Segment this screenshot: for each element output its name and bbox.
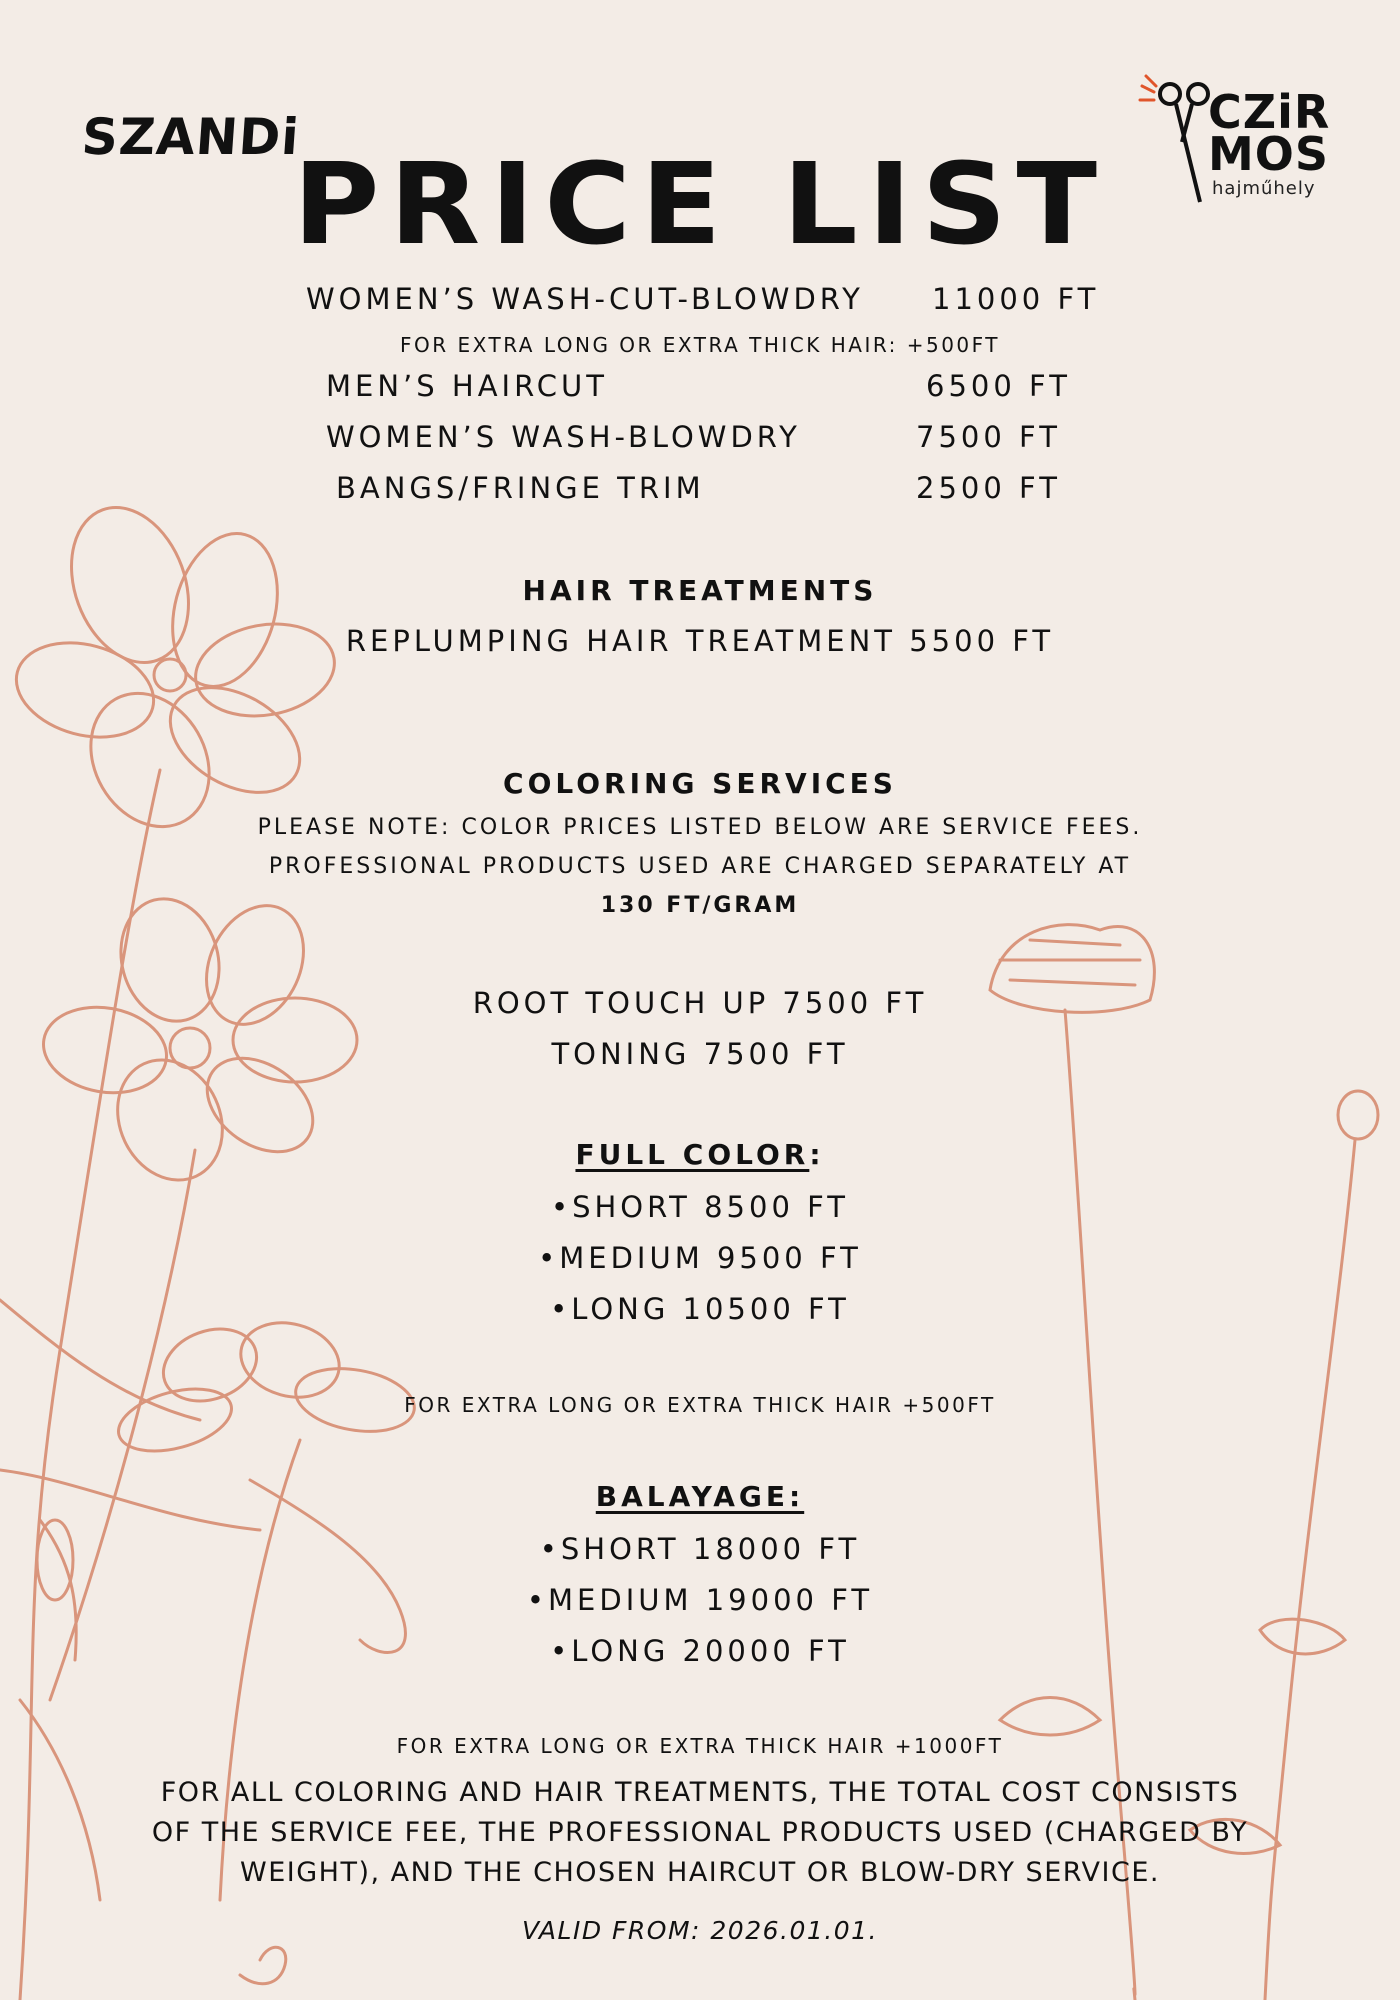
final-note-line1: FOR ALL COLORING AND HAIR TREATMENTS, THE TOTAL COST CONSISTS <box>160 1777 1240 1808</box>
full-color-heading-text: FULL COLOR <box>575 1138 810 1171</box>
service-name: BANGS/FRINGE TRIM <box>336 471 705 505</box>
section-heading-balayage: BALAYAGE: <box>595 1480 805 1513</box>
final-note-line3: WEIGHT), AND THE CHOSEN HAIRCUT OR BLOW-DRY SERVICE. <box>240 1857 1160 1888</box>
balayage-extra-note: FOR EXTRA LONG OR EXTRA THICK HAIR +1000FT <box>396 1734 1004 1758</box>
service-price: 7500 FT <box>916 420 1061 454</box>
full-color-item: •MEDIUM 9500 FT <box>538 1241 862 1275</box>
service-price: 11000 FT <box>932 282 1100 316</box>
page-title: PRICE LIST <box>292 138 1108 270</box>
section-heading-coloring: COLORING SERVICES <box>503 767 897 800</box>
service-name: MEN’S HAIRCUT <box>326 369 608 403</box>
final-note-line2: OF THE SERVICE FEE, THE PROFESSIONAL PRODUCTS USED (CHARGED BY <box>151 1817 1249 1848</box>
treatment-item: REPLUMPING HAIR TREATMENT 5500 FT <box>345 624 1055 658</box>
service-price: 6500 FT <box>926 369 1071 403</box>
coloring-item: TONING 7500 FT <box>551 1037 849 1071</box>
extra-hair-note: FOR EXTRA LONG OR EXTRA THICK HAIR: +500FT <box>399 333 1001 357</box>
full-color-item: •SHORT 8500 FT <box>550 1190 850 1224</box>
section-heading-full-color <box>0 1138 1400 1171</box>
full-color-item: •LONG 10500 FT <box>550 1292 850 1326</box>
full-color-extra-note: FOR EXTRA LONG OR EXTRA THICK HAIR +500FT <box>404 1393 996 1417</box>
service-name: WOMEN’S WASH-BLOWDRY <box>326 420 801 454</box>
service-price: 2500 FT <box>916 471 1061 505</box>
logo-text-bottom: MOS <box>1208 127 1330 181</box>
balayage-item: •LONG 20000 FT <box>550 1634 850 1668</box>
coloring-note-line2: PROFESSIONAL PRODUCTS USED ARE CHARGED SEPARATELY AT <box>268 854 1132 879</box>
coloring-note-line1: PLEASE NOTE: COLOR PRICES LISTED BELOW ARE SERVICE FEES. <box>257 815 1143 840</box>
coloring-item: ROOT TOUCH UP 7500 FT <box>472 986 928 1020</box>
logo-text-top: CZiR <box>1208 85 1331 139</box>
logo-subtitle: hajműhely <box>1212 178 1316 199</box>
balayage-item: •SHORT 18000 FT <box>539 1532 861 1566</box>
service-name: WOMEN’S WASH-CUT-BLOWDRY <box>306 282 864 316</box>
section-heading-treatments: HAIR TREATMENTS <box>522 574 878 607</box>
brand-name: SZANDi <box>79 108 302 166</box>
full-color-colon: : <box>809 1138 825 1171</box>
product-price-per-gram: 130 FT/GRAM <box>600 893 800 918</box>
valid-from: VALID FROM: 2026.01.01. <box>522 1916 878 1945</box>
balayage-item: •MEDIUM 19000 FT <box>526 1583 874 1617</box>
